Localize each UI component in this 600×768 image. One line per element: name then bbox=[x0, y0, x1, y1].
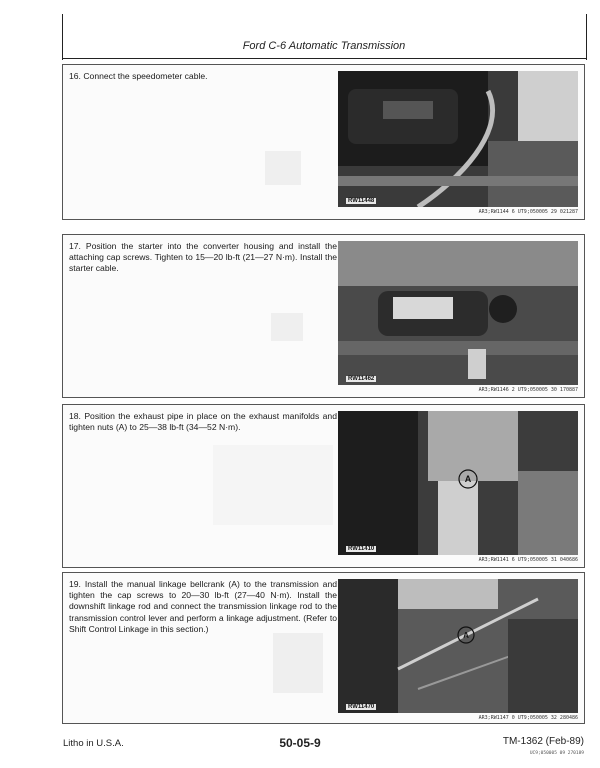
starter-photo bbox=[338, 241, 578, 385]
step-text: 18. Position the exhaust pipe in place on the exhaust manifolds and tighten nuts (A) to 25—38 lb-ft (34—52 N·m). bbox=[69, 411, 337, 433]
margin-rule-left bbox=[62, 14, 63, 60]
footer-litho: Litho in U.S.A. bbox=[63, 738, 124, 749]
step-photo bbox=[338, 241, 578, 385]
scan-smudge bbox=[273, 633, 323, 693]
step-text: 17. Position the starter into the converter housing and install the attaching cap screws. Tighten to 15—20 lb-ft (21—27 N·m). Install the starter cable. bbox=[69, 241, 337, 274]
step-panel-17 bbox=[62, 234, 585, 398]
step-photo bbox=[338, 579, 578, 713]
photo-caption: AR3;RW1144 6 UT9;050005 29 021287 bbox=[478, 209, 578, 215]
step-photo bbox=[338, 411, 578, 555]
photo-label: RW11462 bbox=[348, 376, 375, 382]
photo-label: RW11448 bbox=[348, 198, 375, 204]
photo-caption: AR3;RW1146 2 UT9;050005 30 170887 bbox=[478, 387, 578, 393]
scan-smudge bbox=[265, 151, 301, 185]
step-photo bbox=[338, 71, 578, 207]
callout-a: A bbox=[464, 474, 472, 484]
scan-smudge bbox=[213, 445, 333, 525]
step-panel-19 bbox=[62, 572, 585, 724]
page-title: Ford C-6 Automatic Transmission bbox=[242, 40, 406, 52]
exhaust-pipe-photo bbox=[338, 411, 578, 555]
photo-caption: AR3;RW1147 0 UT9;050005 32 280486 bbox=[478, 715, 578, 721]
photo-label: RW11470 bbox=[348, 704, 375, 710]
footer-code: UC9;050005 09 270189 bbox=[529, 751, 584, 756]
step-text: 19. Install the manual linkage bellcrank (A) to the transmission and tighten the cap screws to 20—30 lb-ft (27—40 N·m). Install the downshift linkage rod and connect the transmission linkage rod to the transmission control lever and perform a linkage adjustment. (Refer to Shift Control Linkage in this section.) bbox=[69, 579, 337, 634]
speedometer-cable-photo bbox=[338, 71, 578, 207]
step-panel-18 bbox=[62, 404, 585, 568]
bellcrank-photo bbox=[338, 579, 578, 713]
step-panel-16 bbox=[62, 64, 585, 220]
photo-label: RW11410 bbox=[348, 546, 375, 552]
manual-id: TM-1362 (Feb-89) bbox=[502, 736, 584, 747]
page-number: 50-05-9 bbox=[279, 736, 321, 750]
header-divider bbox=[62, 58, 587, 59]
step-text: 16. Connect the speedometer cable. bbox=[69, 71, 208, 81]
callout-a: A bbox=[463, 631, 469, 640]
margin-rule-right bbox=[586, 14, 587, 60]
scan-smudge bbox=[271, 313, 303, 341]
photo-caption: AR3;RW1141 6 UT9;050005 31 040686 bbox=[478, 557, 578, 563]
